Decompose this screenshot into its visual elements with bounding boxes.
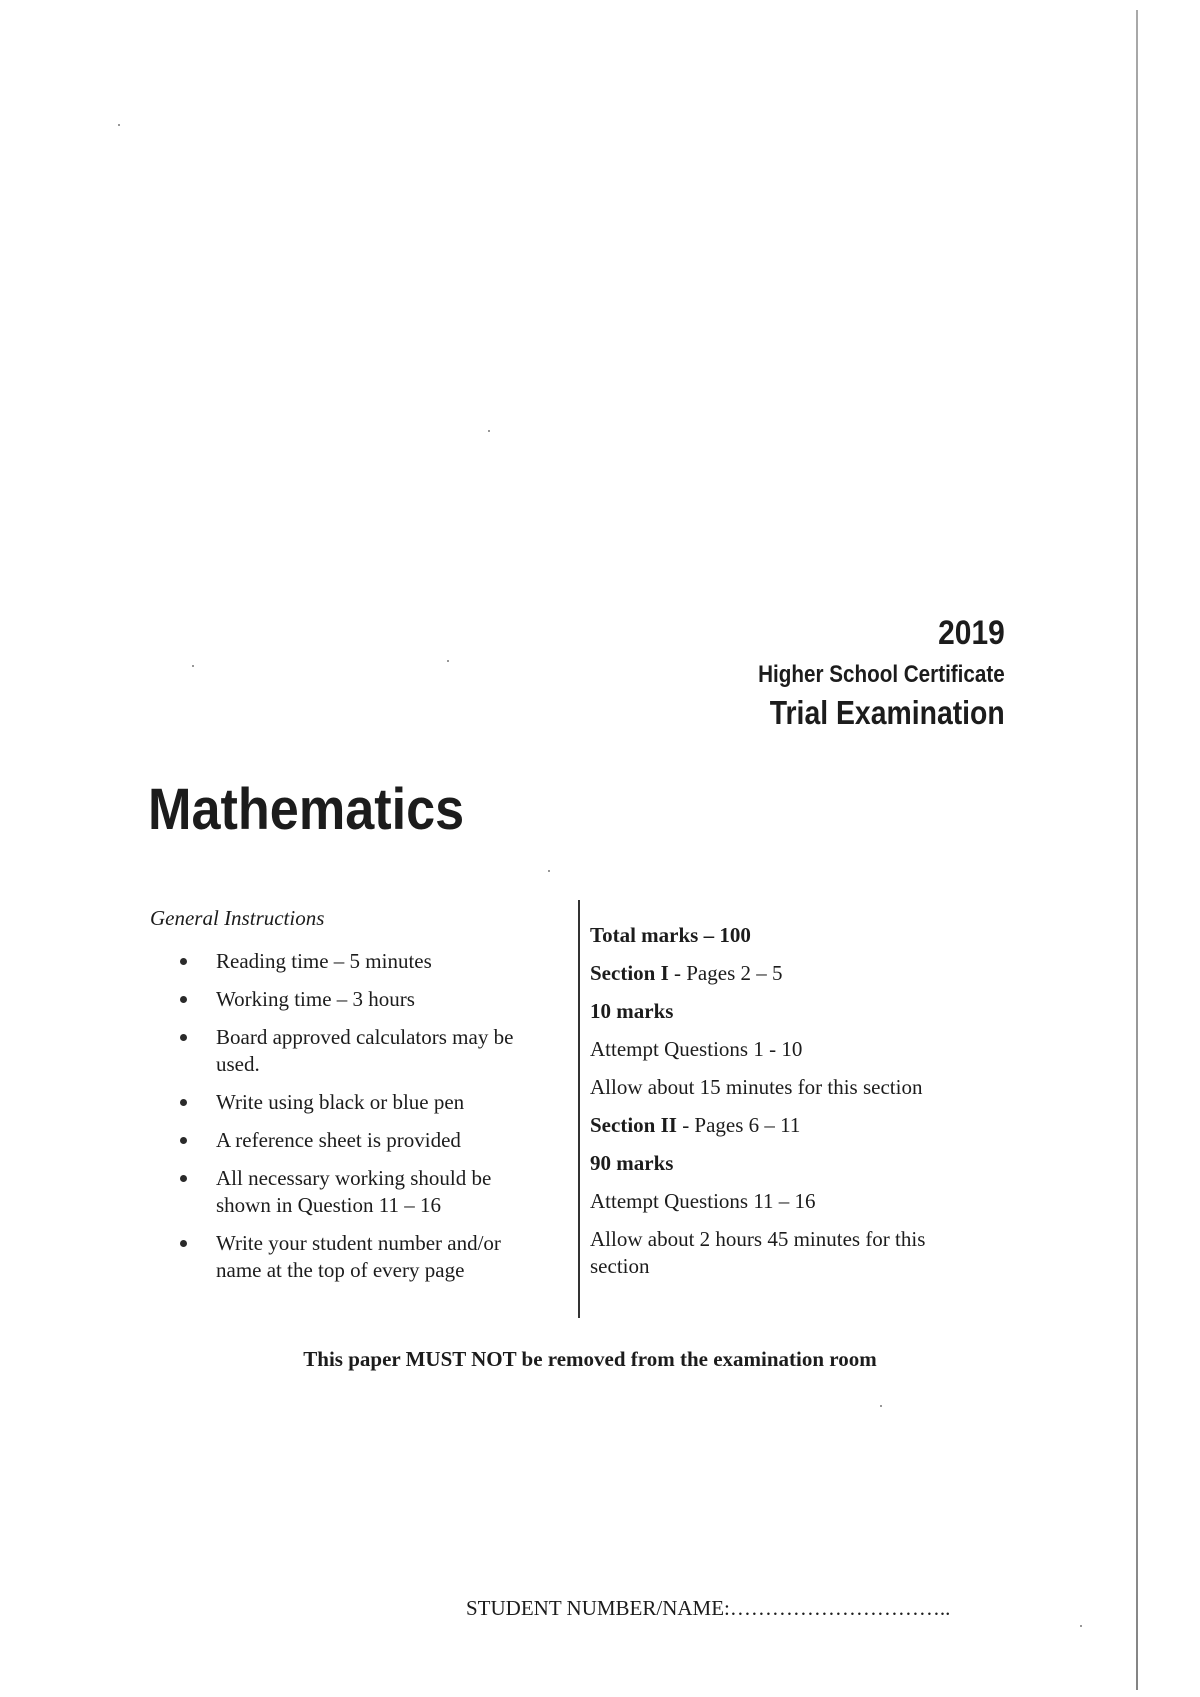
list-item xyxy=(150,986,536,1013)
section-2-label: Section II xyxy=(590,1113,677,1137)
student-number-field: STUDENT NUMBER/NAME:………………………….. xyxy=(466,1596,951,1620)
list-item xyxy=(150,948,536,975)
list-item xyxy=(150,1230,536,1284)
exam-year: 2019 xyxy=(938,614,1005,652)
section-1-pages: - Pages 2 – 5 xyxy=(668,961,783,985)
scan-speck xyxy=(488,430,490,432)
section-2-marks: 90 marks xyxy=(590,1151,674,1175)
instructions-list xyxy=(150,948,570,1284)
instruction-text: Reading time – 5 minutes xyxy=(216,949,432,973)
instruction-text: A reference sheet is provided xyxy=(216,1128,461,1152)
bullet-icon xyxy=(180,1175,187,1182)
section-2-heading xyxy=(590,1112,1010,1139)
section-2-time: Allow about 2 hours 45 minutes for this section xyxy=(590,1227,926,1278)
column-divider xyxy=(578,900,580,1318)
exam-type: Trial Examination xyxy=(770,694,1005,731)
scan-speck xyxy=(118,124,120,126)
bullet-icon xyxy=(180,1034,187,1041)
bullet-icon xyxy=(180,958,187,965)
section-1-time: Allow about 15 minutes for this section xyxy=(590,1075,923,1099)
instruction-text: Write your student number and/or name at the top of every page xyxy=(216,1231,501,1282)
bullet-icon xyxy=(180,1137,187,1144)
section-1-attempt: Attempt Questions 1 - 10 xyxy=(590,1037,803,1061)
instruction-text: Working time – 3 hours xyxy=(216,987,415,1011)
section-1-marks: 10 marks xyxy=(590,999,674,1023)
list-item xyxy=(150,1165,536,1219)
instruction-text: Write using black or blue pen xyxy=(216,1090,465,1114)
instruction-text: All necessary working should be shown in Question 11 – 16 xyxy=(216,1166,492,1217)
section-1-label: Section I xyxy=(590,961,669,985)
scan-speck xyxy=(548,870,550,872)
certificate-title: Higher School Certificate xyxy=(758,661,1005,688)
general-instructions xyxy=(150,904,570,1295)
scan-edge-line xyxy=(1136,10,1138,1690)
scan-speck xyxy=(1080,1625,1082,1627)
section-1-heading xyxy=(590,960,1010,987)
section-2-pages: - Pages 6 – 11 xyxy=(676,1113,801,1137)
removal-notice: This paper MUST NOT be removed from the examination room xyxy=(303,1347,877,1371)
exam-header xyxy=(718,612,1005,734)
bullet-icon xyxy=(180,996,187,1003)
section-2-attempt: Attempt Questions 11 – 16 xyxy=(590,1189,816,1213)
subject-title: Mathematics xyxy=(148,777,465,842)
list-item xyxy=(150,1127,536,1154)
bullet-icon xyxy=(180,1099,187,1106)
marks-summary xyxy=(590,922,1010,1291)
bullet-icon xyxy=(180,1240,187,1247)
scan-speck xyxy=(880,1405,882,1407)
total-marks: Total marks – 100 xyxy=(590,923,751,947)
instructions-heading: General Instructions xyxy=(150,906,325,930)
scan-speck xyxy=(192,665,194,667)
list-item xyxy=(150,1024,536,1078)
instruction-text: Board approved calculators may be used. xyxy=(216,1025,514,1076)
scan-speck xyxy=(447,660,449,662)
list-item xyxy=(150,1089,536,1116)
